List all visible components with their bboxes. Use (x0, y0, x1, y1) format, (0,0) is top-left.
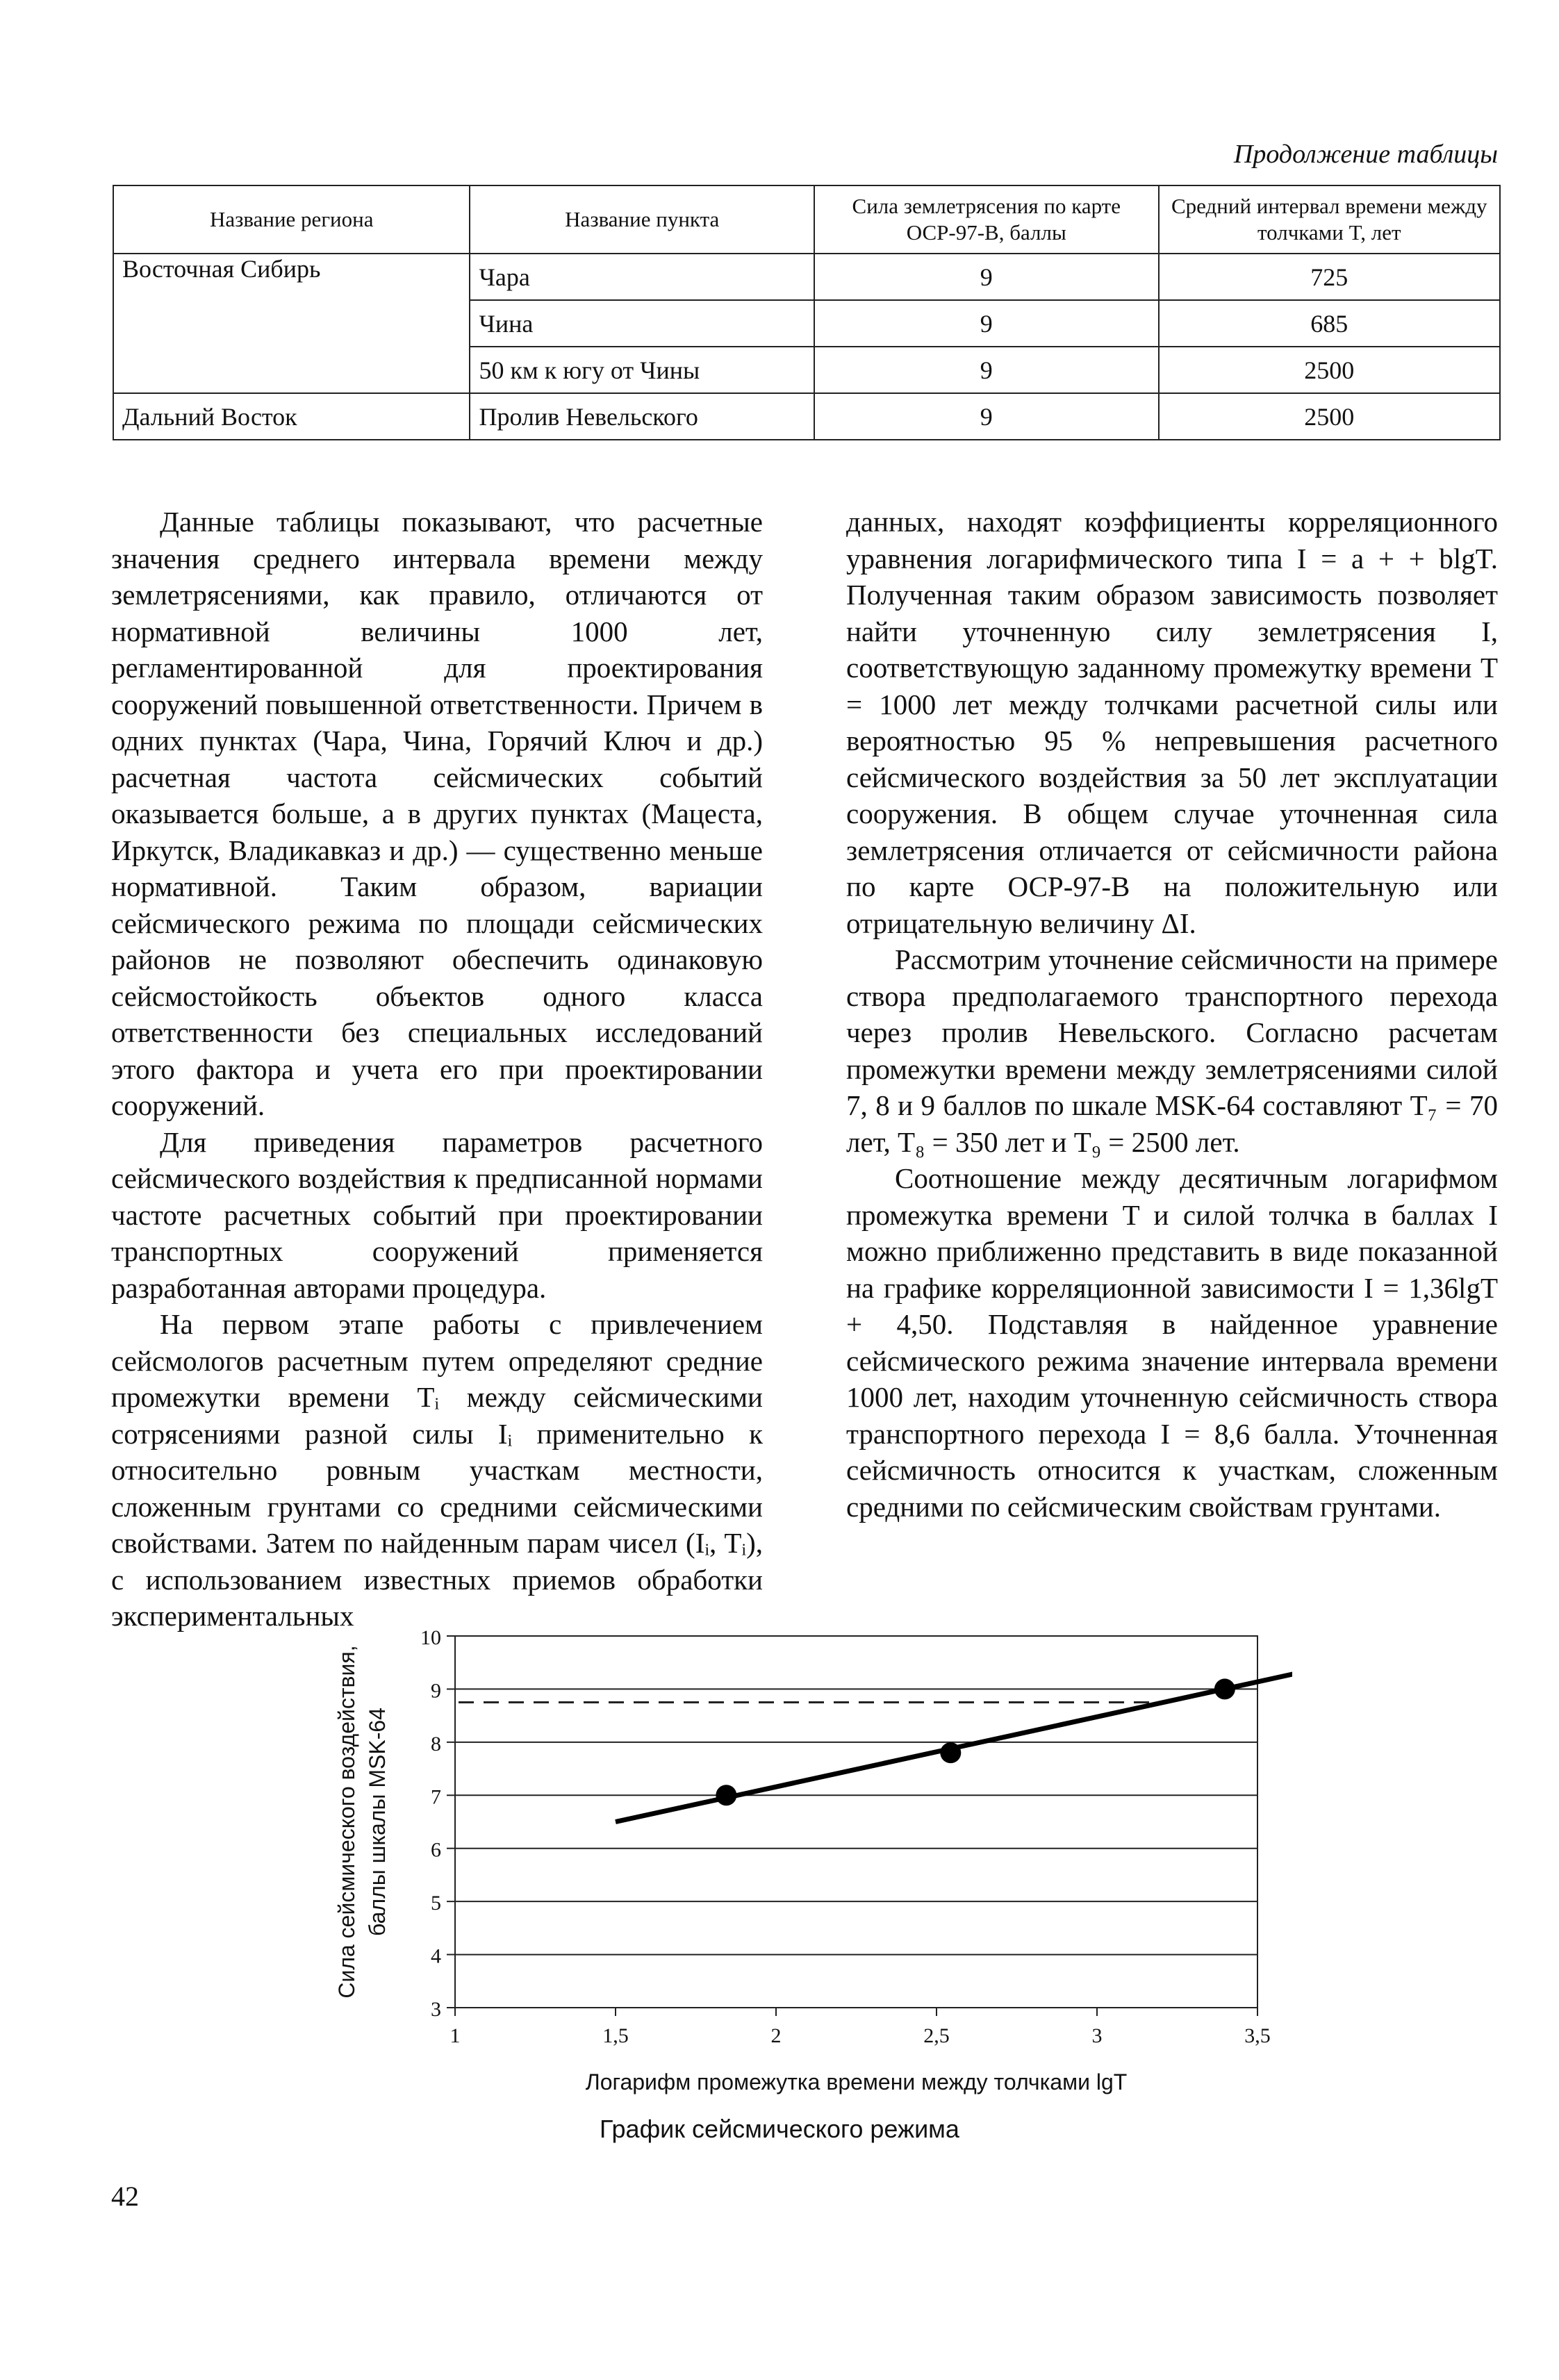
x-tick-label: 3 (1091, 2024, 1103, 2047)
point-cell: Чина (470, 300, 814, 347)
chart-caption: График сейсмического режима (600, 2115, 959, 2143)
paragraph: Соотношение между десятичным логарифмом промежутка времени T и силой толчка в баллах I можно приближенно представить в виде показанной на графике корреляционной зависимости I = 1,36lgT + 4,50. Подставляя в найденное уравнение сейсмического режима значение интервала времени 1000 лет, находим уточненную сейсмичность створа транспортного перехода I = 8,6 балла. Уточненная сейсмичность относится к участкам, сложенным средними по сейсмическим свойствам грунтами. (846, 1162, 1498, 1523)
interval-cell: 725 (1159, 254, 1500, 300)
table-header-row (113, 185, 1500, 254)
paragraph: Рассмотрим уточнение сейсмичности на примере створа предполагаемого транспортного перехода через пролив Невельского. Согласно расчетам промежутки времени между землетрясениями силой 7, 8 и 9 баллов по шкале MSK-64 составляют T₇ = 70 лет, T₈ = 350 лет и T₉ = 2500 лет. (846, 943, 1498, 1158)
y-tick-label: 8 (431, 1732, 441, 1755)
region-cell: Восточная Сибирь (113, 254, 470, 393)
y-tick-label: 5 (431, 1892, 441, 1915)
page-number: 42 (111, 2181, 139, 2212)
intensity-cell: 9 (814, 254, 1159, 300)
interval-cell: 2500 (1159, 347, 1500, 393)
region-cell: Дальний Восток (113, 393, 470, 440)
interval-cell: 2500 (1159, 393, 1500, 440)
y-axis-label: Сила сейсмического воздействия, (334, 1645, 359, 1999)
y-tick-label: 6 (431, 1838, 441, 1862)
point-cell: Пролив Невельского (470, 393, 814, 440)
x-axis-label: Логарифм промежутка времени между толчками lgT (585, 2069, 1128, 2094)
data-point (1214, 1678, 1235, 1699)
x-tick-label: 2 (770, 2024, 782, 2047)
plot-area-frame (455, 1636, 1257, 2008)
text-column-left (111, 504, 763, 1635)
intensity-cell: 9 (814, 347, 1159, 393)
header-region: Название региона (113, 185, 470, 254)
paragraph: Для приведения параметров расчетного сейсмического воздействия к предписанной нормами частоте расчетных событий при проектировании транспортных сооружений применяется разработанная авторами процедура. (111, 1125, 763, 1304)
header-intensity: Сила землетрясения по карте ОСР-97-В, баллы (814, 185, 1159, 254)
paragraph: На первом этапе работы с привлечением сейсмологов расчетным путем определяют средние промежутки времени Tᵢ между сейсмическими сотрясениями разной силы Iᵢ применительно к относительно ровным участкам местности, сложенным грунтами со средними сейсмическими свойствами. Затем по найденным парам чисел (Iᵢ, Tᵢ), с использованием известных приемов обработки экспериментальных (111, 1308, 763, 1632)
x-tick-label: 1 (449, 2024, 461, 2047)
seismic-regime-chart (306, 1612, 1292, 2112)
paragraph: данных, находят коэффициенты корреляционного уравнения логарифмического типа I = a + + blgT. Полученная таким образом зависимость позволяет найти уточненную силу землетрясения I, соответствующую заданному промежутку времени T = 1000 лет между толчками расчетной силы или вероятностью 95 % непревышения расчетного сейсмического воздействия за 50 лет эксплуатации сооружения. В общем случае уточненная сила землетрясения отличается от сейсмичности района по карте ОСР-97-В на положительную или отрицательную величину ΔI. (846, 506, 1498, 939)
point-cell: 50 км к югу от Чины (470, 347, 814, 393)
table-row (113, 393, 1500, 440)
y-tick-label: 3 (431, 1998, 441, 2021)
paragraph: Данные таблицы показывают, что расчетные значения среднего интервала времени между землетрясениями, как правило, отличаются от нормативной величины 1000 лет, регламентированной для проектирования сооружений повышенной ответственности. Причем в одних пунктах (Чара, Чина, Горячий Ключ и др.) расчетная частота сейсмических событий оказывается больше, а в других пунктах (Мацеста, Иркутск, Владикавказ и др.) — существенно меньше нормативной. Таким образом, вариации сейсмического режима по площади сейсмических районов не позволяют обеспечить одинаковую сейсмостойкость объектов одного класса ответственности без специальных исследований этого фактора и учета его при проектировании сооружений. (111, 506, 763, 1121)
y-tick-label: 4 (431, 1944, 441, 1968)
intensity-cell: 9 (814, 300, 1159, 347)
header-interval: Средний интервал времени между толчками T, лет (1159, 185, 1500, 254)
y-axis-label: баллы шкалы MSK-64 (365, 1708, 390, 1936)
data-table (113, 185, 1501, 440)
y-tick-label: 7 (431, 1785, 441, 1809)
text-column-right (846, 504, 1498, 1525)
data-point (940, 1742, 961, 1763)
header-point: Название пункта (470, 185, 814, 254)
table-row (113, 254, 1500, 300)
y-tick-label: 10 (420, 1626, 441, 1649)
point-cell: Чара (470, 254, 814, 300)
y-tick-label: 9 (431, 1679, 441, 1703)
data-point (716, 1785, 736, 1805)
running-head: Продолжение таблицы (1233, 140, 1498, 169)
x-tick-label: 1,5 (602, 2024, 629, 2047)
x-tick-label: 2,5 (923, 2024, 950, 2047)
intensity-cell: 9 (814, 393, 1159, 440)
interval-cell: 685 (1159, 300, 1500, 347)
x-tick-label: 3,5 (1244, 2024, 1271, 2047)
